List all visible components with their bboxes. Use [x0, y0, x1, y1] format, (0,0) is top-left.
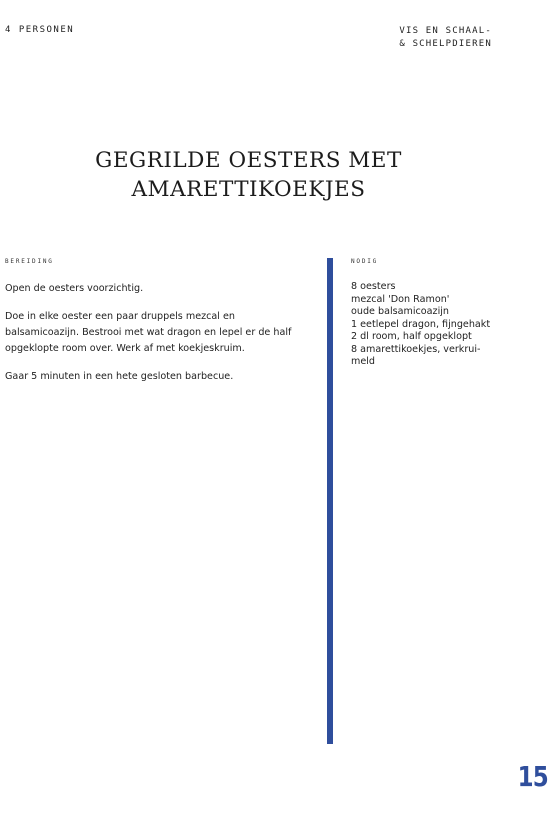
preparation-step: Gaar 5 minuten in een hete gesloten barbecue.	[5, 371, 234, 382]
ingredient-item: oude balsamicoazijn	[351, 306, 449, 317]
recipe-title-line-1: GEGRILDE OESTERS MET	[95, 148, 402, 173]
ingredient-item: mezcal 'Don Ramon'	[351, 293, 450, 305]
category-line-1: VIS EN SCHAAL-	[399, 26, 492, 36]
ingredient-item: 2 dl room, half opgeklopt	[351, 331, 472, 342]
category-line-2: & SCHELPDIEREN	[399, 39, 492, 49]
recipe-title-line-2: AMARETTIKOEKJES	[131, 177, 366, 202]
page-number: 15	[517, 760, 548, 793]
recipe-title	[0, 146, 497, 204]
ingredients-label: NODIG	[351, 258, 379, 265]
ingredient-item: 1 eetlepel dragon, fijngehakt	[351, 318, 491, 330]
ingredient-item: 8 oesters	[351, 281, 396, 292]
preparation-label: BEREIDING	[5, 258, 54, 265]
ingredient-item: 8 amarettikoekjes, verkrui-	[351, 343, 481, 355]
servings-label: 4 PERSONEN	[5, 25, 75, 35]
column-divider	[327, 258, 333, 744]
ingredients-list	[351, 281, 491, 369]
preparation-step: Doe in elke oester een paar druppels mezcal en balsamicoazijn. Bestrooi met wat dragon en lepel er de half opgeklopte room over. Werk af met koekjeskruim.	[5, 311, 292, 354]
preparation-steps	[5, 281, 305, 397]
preparation-step: Open de oesters voorzichtig.	[5, 283, 144, 294]
category-label	[399, 25, 492, 51]
ingredient-item: meld	[351, 356, 376, 367]
